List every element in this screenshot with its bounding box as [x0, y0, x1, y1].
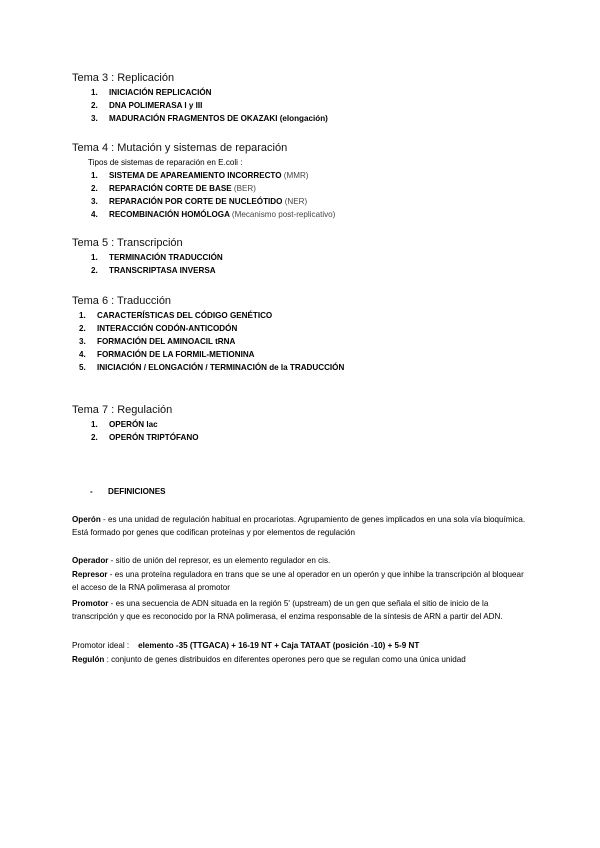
item-number: 2. [91, 101, 98, 110]
item-note: (NER) [284, 197, 308, 206]
bullet-dash: - [90, 487, 93, 496]
promotor-ideal-label: Promotor ideal : [72, 641, 130, 650]
definition-regulon [72, 654, 528, 667]
definition-text: - es una secuencia de ADN situada en la región 5' (upstream) de un gen que señala el sitio de inicio de la transcripción y que es reconocido por la RNA polimerasa, el enzima responsable de la síntesis de ARN a partir del ADN. [72, 599, 503, 621]
item-number: 1. [91, 171, 98, 180]
item-text: OPERÓN TRIPTÓFANO [109, 433, 199, 442]
tema4-item-1 [91, 171, 309, 180]
item-number: 2. [91, 184, 98, 193]
definition-operon [72, 514, 528, 539]
definition-represor [72, 569, 528, 594]
item-number: 4. [91, 210, 98, 219]
item-text: CARACTERÍSTICAS DEL CÓDIGO GENÉTICO [97, 311, 273, 320]
definition-text: : conjunto de genes distribuidos en diferentes operones pero que se regulan como una única unidad [104, 655, 466, 664]
item-text: INICIACIÓN / ELONGACIÓN / TERMINACIÓN de la TRADUCCIÓN [97, 363, 345, 372]
tema6-item-3 [79, 337, 235, 346]
tema7-item-2 [91, 433, 199, 442]
item-number: 1. [91, 253, 98, 262]
item-text: REPARACIÓN POR CORTE DE NUCLEÓTIDO [109, 197, 283, 206]
tema7-title: Tema 7 : Regulación [72, 404, 173, 416]
item-number: 1. [91, 88, 98, 97]
tema4-item-2 [91, 184, 256, 193]
promotor-ideal-value: elemento -35 (TTGACA) + 16-19 NT + Caja TATAAT (posición -10) + 5-9 NT [138, 641, 420, 650]
definition-promotor-ideal [72, 640, 528, 653]
definition-operador [72, 555, 528, 568]
item-text: MADURACIÓN FRAGMENTOS DE OKAZAKI (elongación) [109, 114, 328, 123]
definition-promotor [72, 598, 528, 623]
tema6-item-5 [79, 363, 344, 372]
tema6-item-1 [79, 311, 272, 320]
item-number: 4. [79, 350, 86, 359]
item-number: 2. [91, 433, 98, 442]
item-number: 3. [79, 337, 86, 346]
tema6-item-2 [79, 324, 237, 333]
definiciones-heading [90, 487, 166, 496]
tema6-title: Tema 6 : Traducción [72, 295, 172, 307]
tema4-item-3 [91, 197, 307, 206]
definition-text: - sitio de unión del represor, es un elemento regulador en cis. [108, 556, 331, 565]
item-note: (BER) [233, 184, 256, 193]
heading-text: DEFINICIONES [108, 487, 166, 496]
item-number: 1. [79, 311, 86, 320]
item-text: TERMINACIÓN TRADUCCIÓN [109, 253, 223, 262]
tema5-item-2 [91, 266, 216, 275]
item-text: SISTEMA DE APAREAMIENTO INCORRECTO [109, 171, 282, 180]
item-text: DNA POLIMERASA I y III [109, 101, 203, 110]
tema5-item-1 [91, 253, 223, 262]
definition-term: Operador [72, 556, 109, 565]
tema3-item-2 [91, 101, 202, 110]
tema6-item-4 [79, 350, 255, 359]
item-text: REPARACIÓN CORTE DE BASE [109, 184, 232, 193]
definition-term: Promotor [72, 599, 109, 608]
item-text: INTERACCIÓN CODÓN-ANTICODÓN [97, 324, 238, 333]
item-text: FORMACIÓN DE LA FORMIL-METIONINA [97, 350, 255, 359]
tema4-title: Tema 4 : Mutación y sistemas de reparación [72, 142, 288, 154]
item-text: RECOMBINACIÓN HOMÓLOGA [109, 210, 230, 219]
tema4-item-4 [91, 210, 335, 219]
definition-text: - es una proteína reguladora en trans que se une al operador en un operón y que inhibe la transcripción al bloquear el acceso de la RNA polimerasa al promotor [72, 570, 524, 592]
item-text: OPERÓN lac [109, 420, 158, 429]
definition-term: Operón [72, 515, 101, 524]
item-note: (MMR) [283, 171, 309, 180]
tema3-title: Tema 3 : Replicación [72, 72, 175, 84]
tema5-title: Tema 5 : Transcripción [72, 237, 183, 249]
definition-term: Regulón [72, 655, 105, 664]
tema3-item-1 [91, 88, 212, 97]
item-number: 3. [91, 197, 98, 206]
item-number: 1. [91, 420, 98, 429]
item-number: 2. [79, 324, 86, 333]
item-number: 5. [79, 363, 86, 372]
definition-term: Represor [72, 570, 108, 579]
item-text: INICIACIÓN REPLICACIÓN [109, 88, 212, 97]
item-text: FORMACIÓN DEL AMINOACIL tRNA [97, 337, 236, 346]
item-number: 2. [91, 266, 98, 275]
item-text: TRANSCRIPTASA INVERSA [109, 266, 216, 275]
definition-text: - es una unidad de regulación habitual en procariotas. Agrupamiento de genes implicados en una sola vía bioquímica. Está formado por genes que codifican proteínas y por elementos de regulación [72, 515, 526, 537]
item-number: 3. [91, 114, 98, 123]
tema4-intro: Tipos de sistemas de reparación en E.coli : [88, 158, 243, 167]
tema7-item-1 [91, 420, 158, 429]
tema3-item-3 [91, 114, 328, 123]
item-note: (Mecanismo post-replicativo) [231, 210, 336, 219]
